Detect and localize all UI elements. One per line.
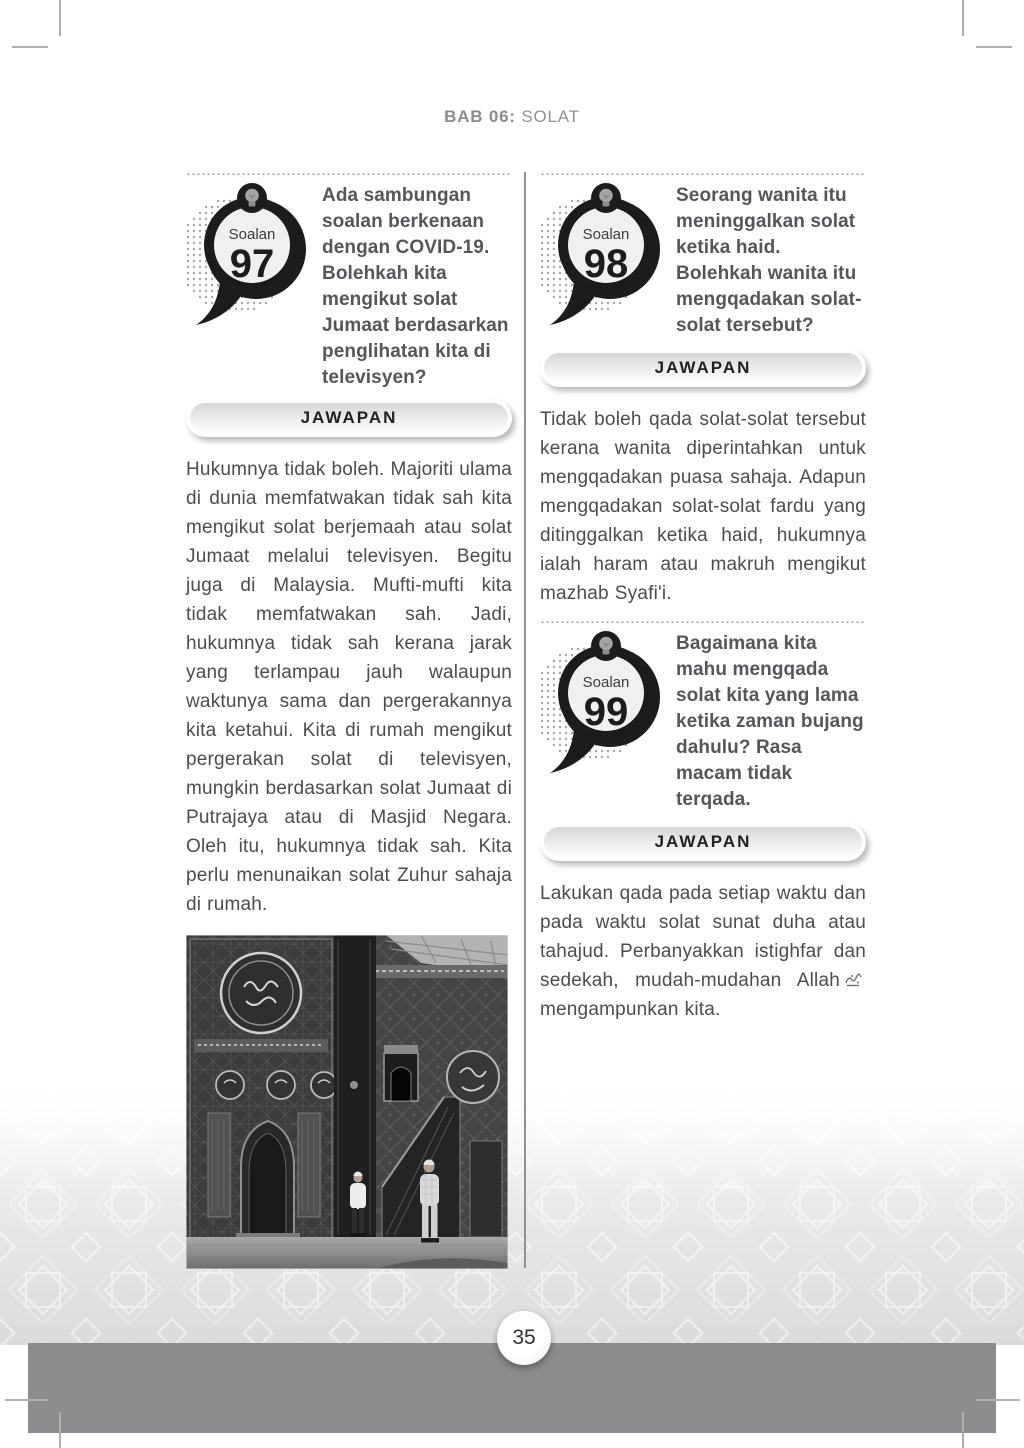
- chapter-title: SOLAT: [521, 107, 580, 126]
- answer-heading: JAWAPAN: [544, 353, 862, 383]
- badge-label: Soalan: [228, 226, 276, 243]
- question-98-text: Seorang wanita itu meninggalkan solat ketika haid. Bolehkah wanita itu mengqadakan solat-solat tersebut?: [676, 185, 862, 336]
- answer-99-before: Lakukan qada pada setiap waktu dan pada waktu solat sunat duha atau tahajud. Perbanyakkan istighfar dan sedekah, mudah-mudahan Allah: [540, 883, 866, 991]
- crop-mark: [12, 46, 48, 48]
- lightbulb-icon: [591, 631, 621, 661]
- dotted-separator: [186, 172, 512, 175]
- question-number: 99: [583, 690, 629, 734]
- answer-heading: JAWAPAN: [544, 827, 862, 857]
- speech-bubble-icon: [540, 181, 672, 331]
- question-97-text: Ada sambungan soalan berkenaan dengan COVID-19. Bolehkah kita mengikut solat Jumaat berdasarkan penglihatan kita di televisyen?: [322, 185, 509, 388]
- dotted-separator: [540, 172, 866, 175]
- question-number: 98: [583, 242, 629, 286]
- crop-mark: [976, 1399, 1020, 1401]
- crop-mark: [976, 46, 1012, 48]
- pattern-fade: [0, 1075, 1024, 1197]
- question-99-text: Bagaimana kita mahu mengqada solat kita yang lama ketika zaman bujang dahulu? Rasa macam tidak terqada.: [676, 633, 864, 810]
- crop-mark: [962, 0, 964, 36]
- answer-98-text: Tidak boleh qada solat-solat tersebut kerana wanita diperintahkan untuk mengqadakan puasa sahaja. Adapun mengqadakan solat-solat fardu yang ditinggalkan ketika haid, hukumnya ialah haram atau makruh mengikut mazhab Syafi'i.: [540, 409, 866, 604]
- answer-99-after: mengampunkan kita.: [540, 999, 721, 1020]
- right-column: [540, 172, 866, 1024]
- answer-heading: JAWAPAN: [190, 403, 508, 433]
- crop-mark: [59, 0, 61, 36]
- lightbulb-icon: [237, 183, 267, 213]
- speech-bubble-icon: [540, 629, 672, 779]
- question-98-badge: [540, 181, 672, 331]
- question-number: 97: [229, 242, 275, 286]
- badge-label: Soalan: [582, 226, 630, 243]
- lightbulb-icon: [591, 183, 621, 213]
- crop-mark: [59, 1412, 61, 1448]
- question-99-block: [540, 629, 866, 813]
- column-divider: [524, 172, 526, 1268]
- page-number-badge: [497, 1311, 551, 1365]
- answer-heading-pill: [186, 399, 512, 437]
- crop-mark: [5, 1399, 49, 1401]
- speech-bubble-icon: [186, 181, 318, 331]
- question-98-block: [540, 181, 866, 339]
- badge-label: Soalan: [582, 674, 630, 691]
- left-column: [186, 172, 512, 1269]
- answer-heading-pill: [540, 823, 866, 861]
- answer-99-text: [540, 879, 866, 1024]
- question-97-badge: [186, 181, 318, 331]
- question-99-badge: [540, 629, 672, 779]
- arabesque-pattern-band: [0, 1075, 1024, 1345]
- dotted-separator: [540, 620, 866, 623]
- mosque-interior-photo: [186, 935, 508, 1269]
- crop-mark: [962, 1412, 964, 1448]
- page-number: 35: [512, 1326, 536, 1349]
- running-head: [0, 107, 1024, 127]
- question-97-block: [186, 181, 512, 391]
- chapter-label: BAB 06:: [444, 107, 516, 126]
- answer-97-text: Hukumnya tidak boleh. Majoriti ulama di dunia memfatwakan tidak sah kita mengikut solat berjemaah atau solat Jumaat melalui televisyen. Begitu juga di Malaysia. Mufti-mufti kita tidak memfatwakan sah. Jadi, hukumnya tidak sah kerana jarak yang terlampau jauh walaupun waktunya sama dan pergerakannya kita ketahui. Kita di rumah mengikut pergerakan solat di televisyen, mungkin berdasarkan solat Jumaat di Putrajaya atau di Masjid Negara. Oleh itu, hukumnya tidak sah. Kita perlu menunaikan solat Zuhur sahaja di rumah.: [186, 459, 513, 915]
- allah-calligraphy-icon: [844, 973, 862, 988]
- answer-heading-pill: [540, 349, 866, 387]
